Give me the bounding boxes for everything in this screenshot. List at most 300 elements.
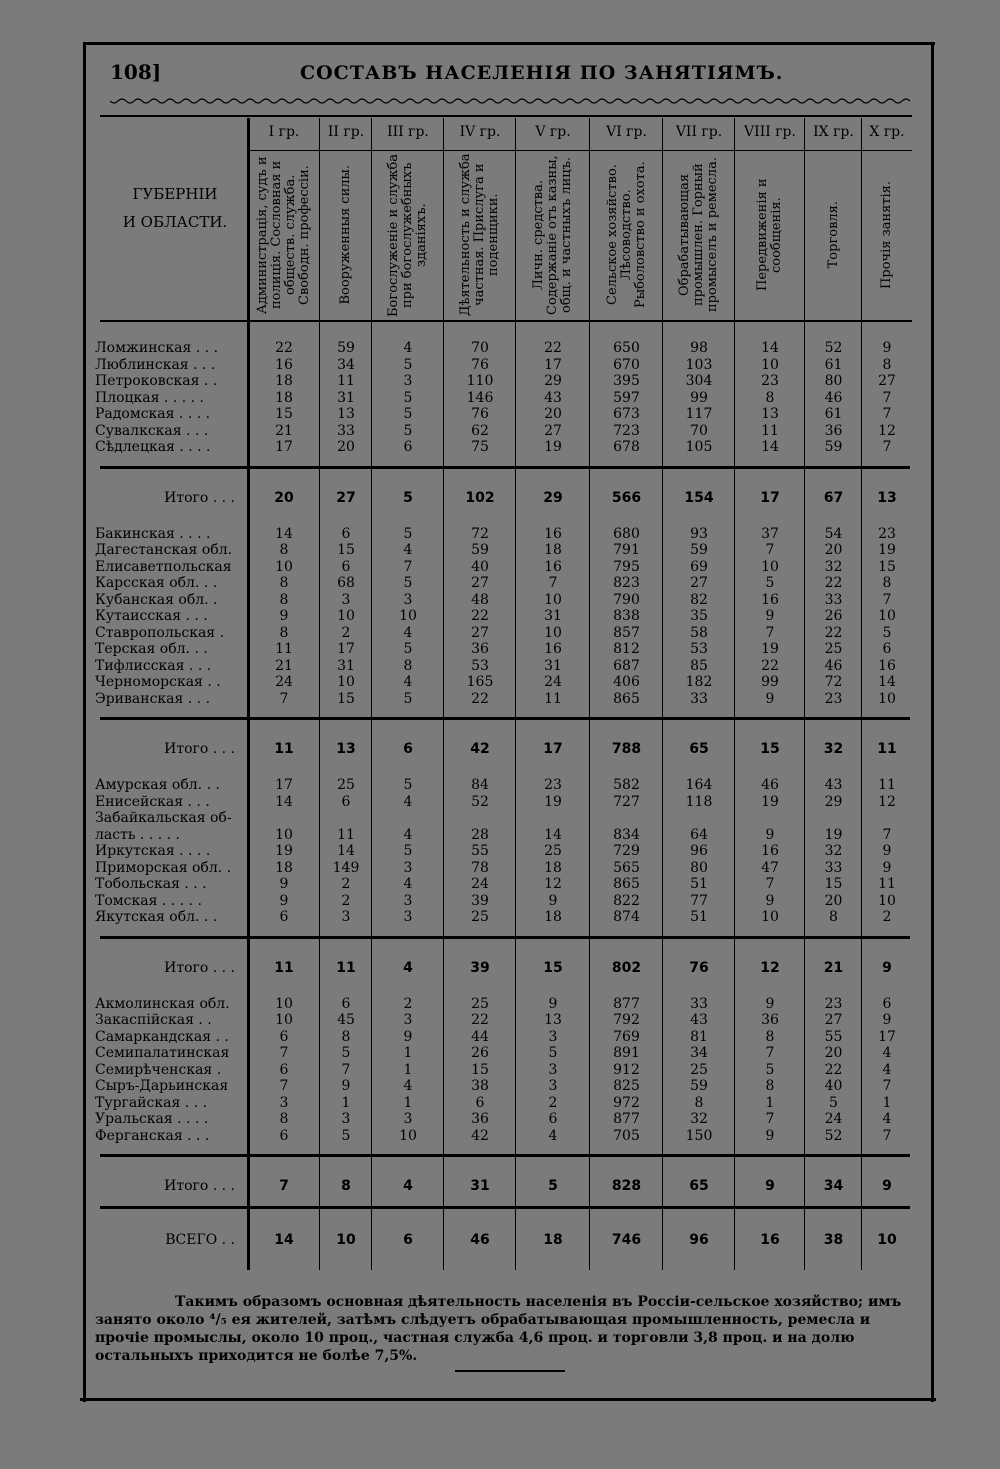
table-cell: 72 [471,525,489,542]
table-cell: 48 [471,591,489,608]
header-bottom-rule [100,320,912,322]
table-cell: 11 [544,690,562,707]
table-cell: 1 [882,1094,892,1111]
table-cell: 9 [279,876,289,892]
table-cell: 25 [471,995,489,1012]
region-name: Итого . . . [164,489,235,506]
table-cell: 7 [403,558,413,575]
table-cell: 164 [685,777,713,793]
table-cell: 792 [613,1012,640,1028]
page-title: СОСТАВЪ НАСЕЛЕНІЯ ПО ЗАНЯТІЯМЪ. [300,62,784,84]
table-cell: 33 [824,859,843,876]
table-cell: 59 [337,340,355,356]
table-cell: 5 [403,575,413,591]
table-cell: 13 [336,741,356,757]
table-cell: 46 [761,777,779,793]
table-cell: 58 [690,624,708,641]
table-cell: 23 [824,690,843,707]
section-rule [100,1206,910,1209]
table-cell: 6 [279,1127,289,1144]
table-cell: 52 [824,1127,843,1144]
table-cell: 4 [403,624,413,641]
table-cell: 6 [403,1232,413,1248]
region-heading-line-1: ГУБЕРНІИ [132,185,218,203]
table-cell: 9 [548,995,558,1012]
table-cell: 2 [548,1094,558,1111]
table-cell: 14 [275,525,293,542]
table-cell: 43 [690,1012,708,1028]
region-name: Семирѣченская . [95,1061,222,1078]
column-heading [805,150,862,320]
table-cell: 19 [544,439,562,455]
column-heading-text: Прочія занятія. [879,181,894,289]
column-heading-text: Богослуженіе и служба при богослужебныхъ зданіяхъ. [386,153,429,317]
table-cell: 7 [882,389,892,406]
table-cell: 15 [543,959,563,976]
table-cell: 5 [341,1127,351,1144]
region-name: Самаркандская . . [95,1028,229,1045]
table-cell: 53 [690,641,708,657]
table-cell: 8 [694,1094,704,1111]
table-cell: 32 [690,1111,708,1127]
region-name: Сувалкская . . . [95,422,209,439]
table-cell: 32 [824,558,843,575]
table-cell: 102 [465,489,495,506]
table-cell: 2 [403,995,413,1012]
table-cell: 11 [274,741,294,757]
column-heading-text: Обрабатывающая промышлен. Горный промыселъ и ремесла. [677,157,720,313]
table-cell: 15 [760,741,780,757]
table-cell: 77 [690,892,708,909]
table-cell: 727 [613,793,640,810]
table-cell: 7 [279,690,289,707]
table-cell: 4 [403,340,413,356]
table-cell: 15 [337,690,355,707]
table-cell: 4 [403,674,413,690]
region-name: Ставропольская . [95,624,225,641]
region-name: Закаспійская . . [95,1012,212,1028]
table-cell: 838 [613,608,640,624]
table-cell: 12 [760,959,780,976]
table-cell: 5 [765,575,775,591]
table-cell: 76 [471,406,489,422]
table-cell: 6 [279,1061,289,1078]
table-cell: 5 [403,406,413,422]
table-cell: 3 [403,859,413,876]
table-cell: 8 [279,591,289,608]
group-row-rule [248,150,912,151]
table-cell: 59 [690,542,708,558]
table-cell: 10 [275,826,293,843]
column-heading [248,150,320,320]
group-header-row [248,118,912,152]
table-cell: 10 [878,608,896,624]
table-cell: 98 [690,340,708,356]
page-number: 108] [110,60,162,84]
table-cell: 20 [544,406,562,422]
table-cell: 582 [613,777,640,793]
table-cell: 22 [471,608,489,624]
table-cell: 33 [337,422,355,439]
table-cell: 4 [403,826,413,843]
table-cell: 3 [403,1012,413,1028]
table-cell: 4 [403,1178,413,1194]
section-rule [100,466,910,469]
group-label: IV гр. [459,124,501,140]
table-cell: 36 [761,1012,779,1028]
region-name: Якутская обл. . . [95,909,218,925]
table-cell: 10 [544,624,562,641]
table-cell: 62 [471,422,489,439]
region-name: Приморская обл. . [95,859,232,876]
table-cell: 10 [761,356,779,373]
table-cell: 46 [824,657,843,674]
table-cell: 70 [471,340,489,356]
column-heading [320,150,372,320]
table-cell: 31 [470,1178,490,1194]
table-cell: 13 [544,1012,562,1028]
table-cell: 67 [823,489,844,506]
table-cell: 5 [765,1061,775,1078]
footnote-rule [455,1370,565,1372]
region-name: Терская обл. . . [95,641,208,657]
table-cell: 3 [341,1111,351,1127]
table-cell: 3 [548,1028,558,1045]
table-cell: 51 [690,909,708,925]
table-cell: 8 [882,575,892,591]
table-cell: 7 [341,1061,351,1078]
table-cell: 3 [341,591,351,608]
table-cell: 769 [613,1028,640,1045]
table-cell: 69 [690,558,708,575]
table-cell: 17 [275,777,293,793]
table-cell: 7 [765,1045,775,1061]
table-cell: 2 [882,909,892,925]
table-cell: 59 [471,542,489,558]
table-cell: 8 [765,1078,775,1094]
table-cell: 673 [613,406,640,422]
table-cell: 21 [275,422,293,439]
table-cell: 150 [685,1127,713,1144]
table-cell: 7 [279,1078,289,1094]
table-cell: 42 [470,741,490,757]
table-cell: 9 [765,826,775,843]
table-cell: 12 [878,422,896,439]
table-cell: 82 [690,591,708,608]
table-cell: 8 [882,356,892,373]
table-cell: 9 [882,1012,892,1028]
table-cell: 5 [403,843,413,859]
table-cell: 70 [690,422,708,439]
region-name: Итого . . . [164,1178,235,1194]
table-cell: 8 [765,389,775,406]
table-cell: 823 [613,575,640,591]
table-cell: 23 [824,995,843,1012]
table-cell: 5 [829,1094,838,1111]
table-cell: 55 [471,843,489,859]
table-cell: 154 [684,489,714,506]
table-cell: 3 [403,591,413,608]
region-name: Плоцкая . . . . . [95,389,204,406]
table-cell: 7 [882,1127,892,1144]
region-name: Люблинская . . . [95,356,216,373]
table-cell: 678 [613,439,640,455]
region-name: Карсская обл. . . [95,575,218,591]
table-cell: 874 [613,909,640,925]
table-cell: 729 [613,843,640,859]
table-cell: 7 [882,591,892,608]
table-cell: 65 [689,1178,709,1194]
table-cell: 21 [823,959,844,976]
table-cell: 23 [761,373,779,389]
table-cell: 566 [611,489,642,506]
table-cell: 22 [471,690,489,707]
table-cell: 68 [337,575,355,591]
table-cell: 3 [548,1061,558,1078]
table-cell: 5 [341,1045,351,1061]
table-cell: 10 [399,608,417,624]
table-cell: 6 [882,641,892,657]
frame-top-rule [85,42,935,45]
table-cell: 76 [689,959,709,976]
table-cell: 54 [824,525,843,542]
table-cell: 25 [824,641,843,657]
region-name: Тургайская . . . [95,1094,208,1111]
column-heading-text: Личн. средства. Содержаніе отъ казны, общ. и частныхъ лицъ. [531,155,574,315]
table-cell: 17 [878,1028,896,1045]
table-cell: 8 [279,575,289,591]
region-name: Радомская . . . . [95,406,211,422]
table-cell: 80 [824,373,843,389]
region-name: Кутаисская . . . [95,608,208,624]
table-cell: 5 [403,422,413,439]
column-heading [444,150,516,320]
table-cell: 5 [548,1178,558,1194]
region-name: Акмолинская обл. [95,995,230,1012]
region-name: Петроковская . . [95,373,218,389]
table-cell: 43 [824,777,843,793]
table-cell: 6 [341,558,351,575]
table-cell: 12 [878,793,896,810]
table-cell: 32 [824,843,843,859]
table-cell: 24 [471,876,489,892]
table-cell: 76 [471,356,489,373]
table-cell: 17 [760,489,780,506]
table-cell: 834 [613,826,640,843]
table-cell: 149 [332,859,360,876]
column-heading [372,150,444,320]
table-cell: 3 [548,1078,558,1094]
table-cell: 9 [882,1178,892,1194]
table-cell: 55 [824,1028,843,1045]
table-cell: 64 [690,826,708,843]
table-cell: 36 [471,1111,489,1127]
table-cell: 304 [685,373,713,389]
table-cell: 14 [274,1232,294,1248]
column-heading-text: Администрація, судъ и полиція. Сословная и обществ. служба. Свободн. профессіи. [255,156,312,314]
table-cell: 14 [761,439,779,455]
section-rule [100,936,910,939]
table-cell: 99 [690,389,708,406]
table-cell: 29 [824,793,843,810]
table-cell: 22 [544,340,562,356]
table-cell: 9 [765,608,775,624]
table-cell: 10 [544,591,562,608]
table-cell: 1 [403,1061,413,1078]
table-cell: 33 [824,591,843,608]
table-cell: 38 [471,1078,489,1094]
table-cell: 35 [690,608,708,624]
table-cell: 38 [823,1232,844,1248]
table-cell: 61 [824,356,843,373]
table-cell: 6 [279,909,289,925]
table-cell: 16 [544,558,562,575]
table-cell: 11 [275,641,293,657]
table-cell: 5 [403,690,413,707]
region-name: Итого . . . [164,741,235,757]
table-cell: 18 [543,1232,563,1248]
table-cell: 1 [765,1094,775,1111]
region-name: Ферганская . . . [95,1127,210,1144]
table-cell: 7 [765,624,775,641]
table-cell: 81 [690,1028,708,1045]
table-cell: 24 [275,674,293,690]
table-cell: 16 [544,641,562,657]
table-cell: 4 [882,1111,892,1127]
table-cell: 20 [824,1045,843,1061]
table-cell: 23 [544,777,562,793]
table-cell: 43 [544,389,562,406]
group-label: V гр. [535,124,571,140]
table-cell: 20 [824,892,843,909]
table-cell: 18 [275,389,293,406]
region-heading-line-2: И ОБЛАСТИ. [122,213,228,231]
region-name: Забайкальская об- [95,810,232,826]
table-cell: 13 [337,406,355,422]
table-cell: 9 [765,1127,775,1144]
table-cell: 5 [403,641,413,657]
table-cell: 72 [824,674,843,690]
table-cell: 84 [471,777,489,793]
table-cell: 2 [341,892,351,909]
region-name: Тобольская . . . [95,876,207,892]
table-cell: 22 [761,657,779,674]
column-heading [663,150,735,320]
table-cell: 27 [544,422,562,439]
table-cell: 18 [275,859,293,876]
table-cell: 27 [690,575,708,591]
wavy-divider [110,96,910,106]
section-rule [100,1154,910,1157]
table-cell: 687 [613,657,640,674]
table-cell: 11 [336,959,356,976]
table-cell: 25 [337,777,355,793]
table-cell: 13 [761,406,779,422]
frame-left-rule [83,42,86,1402]
table-cell: 5 [882,624,892,641]
table-cell: 99 [761,674,779,690]
table-cell: 146 [466,389,494,406]
table-cell: 4 [548,1127,558,1144]
table-cell: 16 [760,1232,780,1248]
table-cell: 16 [761,843,779,859]
table-cell: 25 [690,1061,708,1078]
region-name: Эриванская . . . [95,690,211,707]
table-cell: 34 [337,356,355,373]
table-cell: 7 [882,826,892,843]
table-cell: 10 [275,558,293,575]
table-cell: 59 [824,439,843,455]
table-cell: 22 [824,624,843,641]
table-cell: 6 [279,1028,289,1045]
table-cell: 4 [882,1045,892,1061]
table-cell: 11 [878,876,896,892]
table-cell: 9 [765,690,775,707]
region-name: Бакинская . . . . [95,525,211,542]
table-cell: 10 [878,690,896,707]
table-cell: 972 [613,1094,640,1111]
table-cell: 18 [544,542,562,558]
table-cell: 7 [279,1178,289,1194]
table-cell: 857 [613,624,640,641]
table-cell: 22 [824,575,843,591]
table-cell: 16 [275,356,293,373]
table-cell: 723 [613,422,640,439]
table-cell: 8 [279,542,289,558]
table-cell: 6 [403,741,413,757]
table-cell: 34 [690,1045,708,1061]
table-cell: 34 [823,1178,844,1194]
table-cell: 59 [690,1078,708,1094]
table-cell: 18 [544,859,562,876]
table-cell: 912 [613,1061,640,1078]
table-cell: 27 [471,575,489,591]
table-cell: 16 [878,657,896,674]
region-name: ВСЕГО . . [165,1232,235,1248]
table-cell: 10 [336,1232,356,1248]
table-cell: 15 [275,406,293,422]
region-name: Сѣдлецкая . . . . [95,439,211,455]
table-cell: 5 [403,389,413,406]
column-heading-text: Торговля. [825,201,841,269]
table-cell: 15 [878,558,896,575]
table-cell: 14 [337,843,355,859]
group-label: II гр. [327,124,365,140]
table-cell: 19 [761,641,779,657]
table-cell: 19 [544,793,562,810]
table-cell: 9 [765,995,775,1012]
region-name: Елисаветпольская [95,558,232,575]
table-cell: 93 [690,525,708,542]
table-cell: 11 [877,741,897,757]
table-cell: 828 [611,1178,642,1194]
table-cell: 746 [611,1232,642,1248]
table-cell: 20 [337,439,355,455]
table-cell: 15 [824,876,843,892]
table-cell: 3 [279,1094,289,1111]
table-cell: 27 [336,489,356,506]
table-cell: 10 [761,909,779,925]
table-cell: 11 [274,959,294,976]
table-cell: 46 [824,389,843,406]
table-cell: 25 [471,909,489,925]
table-cell: 19 [824,826,843,843]
table-cell: 52 [471,793,489,810]
table-cell: 6 [341,793,351,810]
table-cell: 103 [685,356,713,373]
table-cell: 39 [471,892,489,909]
table-cell: 17 [337,641,355,657]
